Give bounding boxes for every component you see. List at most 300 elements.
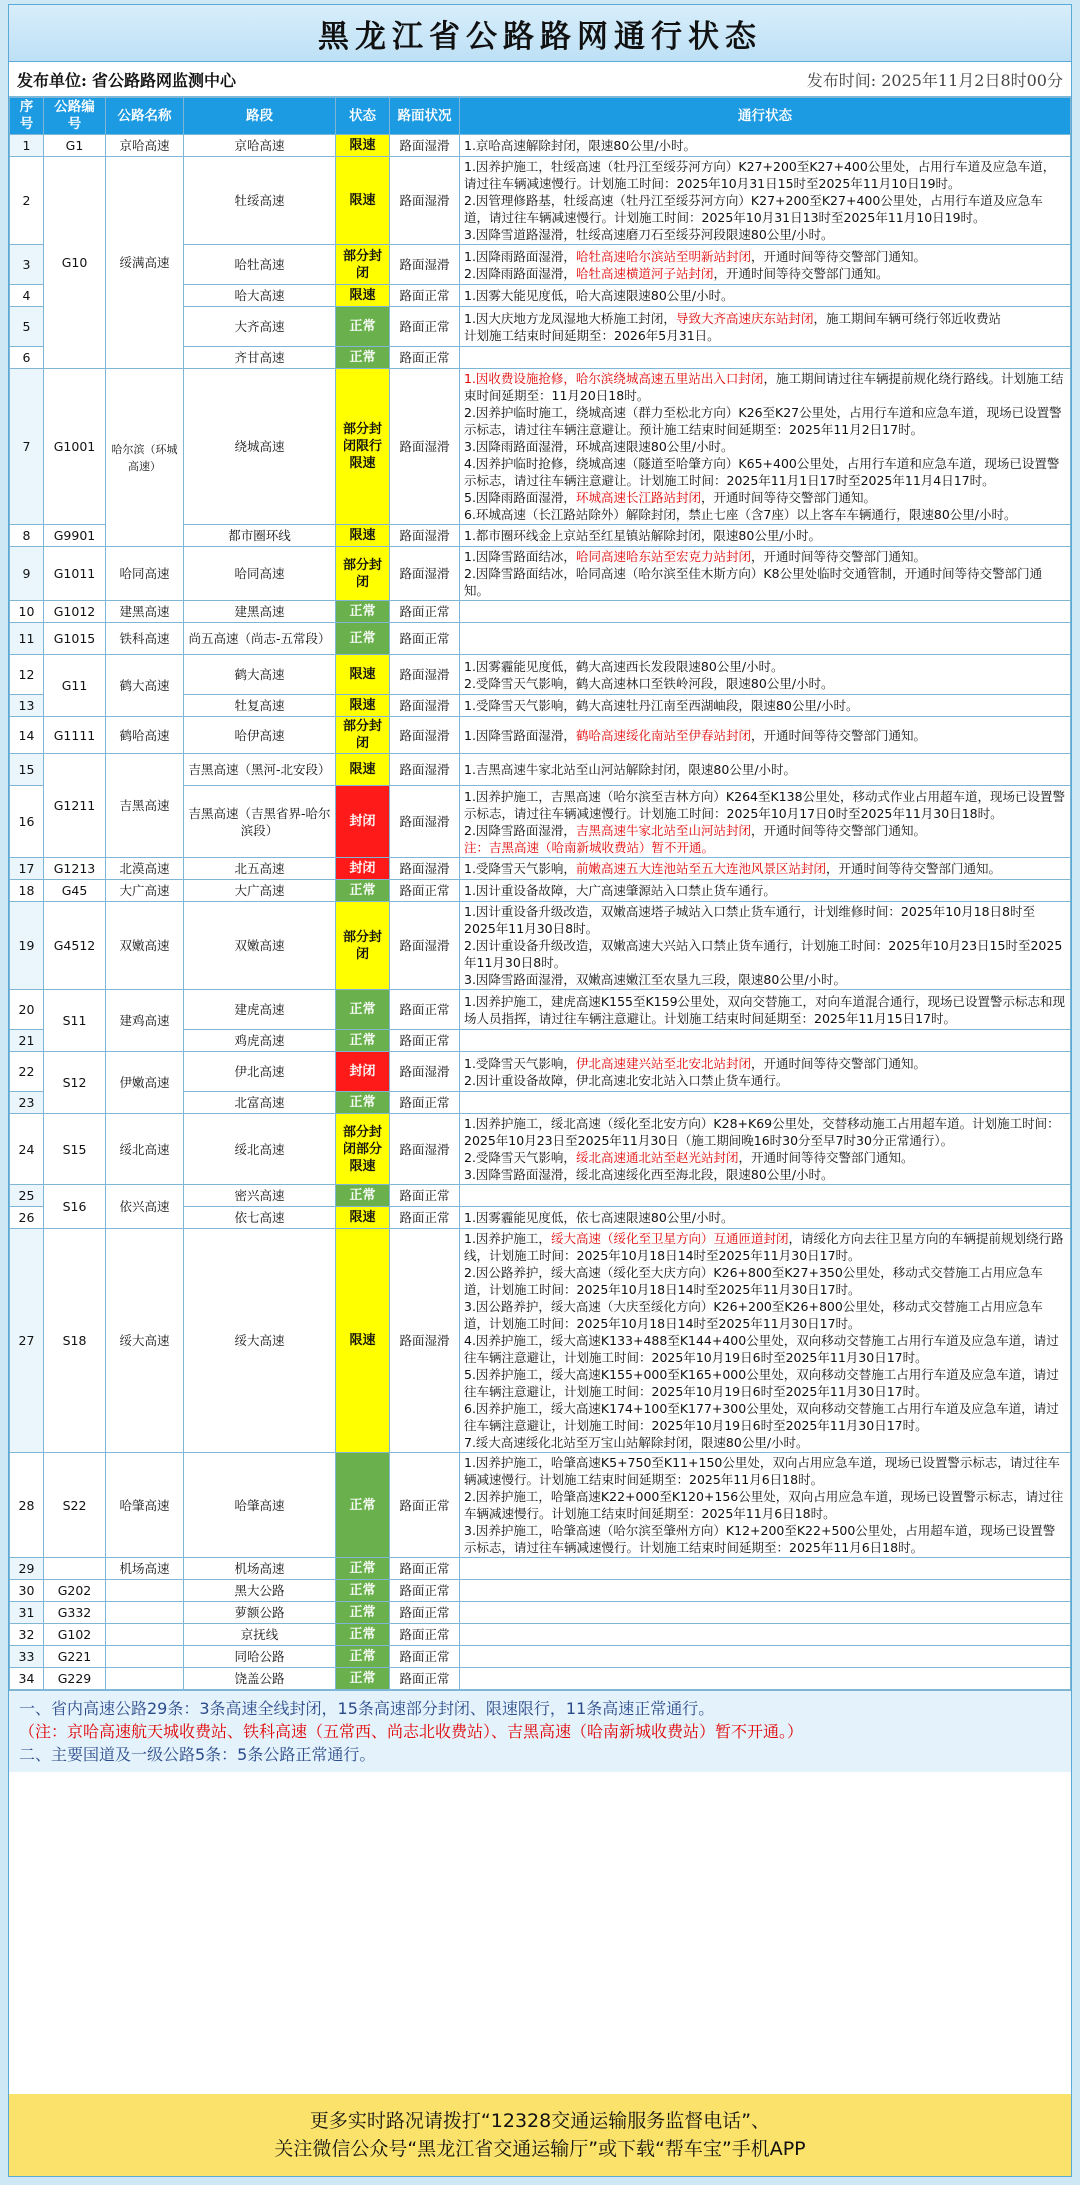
road-segment: 伊北高速 — [184, 1052, 336, 1092]
road-condition: 路面正常 — [390, 307, 460, 347]
row-number: 27 — [10, 1229, 44, 1453]
note-highlight: 绥北高速通北站至赵光站封闭 — [575, 1150, 739, 1165]
note-line — [464, 404, 1066, 438]
note-highlight: 1.因收费设施抢修，哈尔滨绕城高速五里站出入口封闭 — [464, 371, 764, 386]
status-badge: 封闭 — [336, 786, 390, 858]
road-condition: 路面正常 — [390, 285, 460, 307]
road-name: 建黑高速 — [106, 601, 184, 623]
summary-note: （注：京哈高速航天城收费站、铁科高速（五常西、尚志北收费站）、吉黑高速（哈南新城收费站）暂不开通。） — [19, 1722, 804, 1741]
note-line — [464, 993, 1066, 1027]
road-condition: 路面正常 — [390, 1558, 460, 1580]
note-line — [464, 839, 1066, 856]
note-text: 2.因降雪路面湿滑， — [464, 822, 576, 838]
note-highlight: 伊北高速建兴站至北安北站封闭 — [575, 1055, 751, 1071]
road-segment: 吉黑高速（吉黑省界-哈尔滨段） — [184, 786, 336, 858]
road-condition: 路面正常 — [390, 1624, 460, 1646]
note-line — [464, 788, 1066, 822]
road-condition: 路面湿滑 — [390, 547, 460, 601]
note-text: 1.受降雪天气影响，鹤大高速牡丹江南至西湖岫段，限速80公里/小时。 — [464, 698, 859, 713]
road-segment: 哈牡高速 — [184, 245, 336, 285]
table-row — [10, 1624, 1071, 1646]
table-row — [10, 754, 1071, 786]
note-highlight: 前嫩高速五大连池站至五大连池风景区站封闭 — [575, 861, 826, 876]
row-number: 6 — [10, 347, 44, 369]
road-condition: 路面湿滑 — [390, 245, 460, 285]
table-row — [10, 1602, 1071, 1624]
publish-bar — [9, 62, 1071, 97]
status-badge: 部分封闭部分限速 — [336, 1114, 390, 1185]
traffic-notes — [460, 717, 1071, 754]
status-badge: 部分封闭 — [336, 245, 390, 285]
note-line — [464, 1230, 1066, 1264]
road-segment: 建虎高速 — [184, 990, 336, 1030]
note-text-end: ，开通时间等待交警部门通知。 — [750, 549, 926, 564]
status-sheet — [8, 4, 1072, 2177]
note-text-end: ，开通时间等待交警部门通知。 — [713, 265, 889, 281]
road-segment: 绕城高速 — [184, 369, 336, 525]
traffic-notes — [460, 990, 1071, 1030]
road-name: 京哈高速 — [106, 135, 184, 157]
note-text: 1.都市圈环线金上京站至红星镇站解除封闭，限速80公里/小时。 — [464, 528, 822, 543]
status-badge: 限速 — [336, 655, 390, 695]
note-line — [464, 565, 1066, 599]
publisher-name: 省公路路网监测中心 — [92, 70, 237, 90]
note-line — [464, 1488, 1066, 1522]
road-segment: 大齐高速 — [184, 307, 336, 347]
road-name: 双嫩高速 — [106, 902, 184, 990]
note-text: 1.因计重设备升级改造，双嫩高速塔子城站入口禁止货车通行，计划维修时间：2025年10月18日8时至2025年11月30日8时。 — [464, 904, 1036, 936]
note-text: 3.因降雪道路湿滑，牡绥高速磨刀石至绥芬河段限速80公里/小时。 — [464, 227, 834, 242]
road-condition: 路面正常 — [390, 1207, 460, 1229]
row-number: 20 — [10, 990, 44, 1030]
note-text: 7.绥大高速绥化北站至万宝山站解除封闭，限速80公里/小时。 — [464, 1435, 809, 1450]
status-table — [9, 97, 1071, 1690]
col-notes: 通行状态 — [460, 98, 1071, 135]
row-number: 12 — [10, 655, 44, 695]
road-segment: 密兴高速 — [184, 1185, 336, 1207]
note-text-end: ，开通时间等待交警部门通知。 — [750, 727, 926, 743]
road-segment: 齐甘高速 — [184, 347, 336, 369]
note-text: 2.受降雪天气影响，鹤大高速林口至铁岭河段，限速80公里/小时。 — [464, 675, 834, 691]
note-line — [464, 727, 1066, 744]
status-badge: 正常 — [336, 1453, 390, 1558]
row-number: 30 — [10, 1580, 44, 1602]
road-segment: 绥大高速 — [184, 1229, 336, 1453]
note-text-end: ，请绥化方向去往卫星方向的车辆提前规划绕行路线，计划施工时间：2025年10月18日14时至2025年11月30日17时。 — [464, 1231, 1064, 1263]
note-text: 1.因养护施工，吉黑高速（哈尔滨至吉林方向）K264至K138公里处，移动式作业占用超车道，现场已设置警示标志，请过往车辆减速慢行。计划施工时间：2025年10月17日0时至2025年11月30日18时。 — [464, 788, 1066, 821]
row-number: 10 — [10, 601, 44, 623]
road-code: G221 — [44, 1646, 106, 1668]
note-line — [464, 310, 1066, 327]
road-code: G4512 — [44, 902, 106, 990]
road-code: S16 — [44, 1185, 106, 1229]
road-code: G332 — [44, 1602, 106, 1624]
status-badge: 正常 — [336, 1668, 390, 1690]
note-line — [464, 438, 1066, 455]
note-line — [464, 1522, 1066, 1556]
status-badge: 正常 — [336, 880, 390, 902]
table-row — [10, 547, 1071, 601]
status-badge: 限速 — [336, 135, 390, 157]
status-badge: 封闭 — [336, 1052, 390, 1092]
page-title: 黑龙江省公路路网通行状态 — [9, 5, 1071, 62]
road-condition: 路面湿滑 — [390, 1229, 460, 1453]
note-text: 计划施工结束时间延期至：2026年5月31日。 — [464, 327, 720, 343]
road-condition: 路面正常 — [390, 1092, 460, 1114]
row-number: 21 — [10, 1030, 44, 1052]
road-condition: 路面正常 — [390, 1602, 460, 1624]
note-text: 1.受降雪天气影响， — [464, 1055, 576, 1071]
road-condition: 路面湿滑 — [390, 695, 460, 717]
note-text: 1.因计重设备故障，大广高速肇源站入口禁止货车通行。 — [464, 883, 776, 898]
note-text: 1.因养护施工，建虎高速K155至K159公里处，双向交替施工，对向车道混合通行，现场已设置警示标志和现场人员指挥，请过往车辆注意避让。计划施工结束时间延期至：2025年11月15日17时。 — [464, 993, 1066, 1026]
row-number: 34 — [10, 1668, 44, 1690]
traffic-notes — [460, 1558, 1071, 1580]
road-name — [106, 1624, 184, 1646]
note-line — [464, 903, 1066, 937]
traffic-notes — [460, 347, 1071, 369]
row-number: 5 — [10, 307, 44, 347]
road-segment: 双嫩高速 — [184, 902, 336, 990]
status-badge: 限速 — [336, 285, 390, 307]
summary-line-1: 一、省内高速公路29条：3条高速全线封闭，15条高速部分封闭、限速限行，11条高速正常通行。 — [19, 1699, 715, 1718]
road-condition: 路面正常 — [390, 1030, 460, 1052]
traffic-notes — [460, 245, 1071, 285]
road-condition: 路面湿滑 — [390, 655, 460, 695]
traffic-notes — [460, 623, 1071, 655]
road-segment: 鸡虎高速 — [184, 1030, 336, 1052]
note-highlight: 吉黑高速牛家北站至山河站封闭 — [575, 822, 751, 838]
col-status: 状态 — [336, 98, 390, 135]
note-text: 2.受降雪天气影响， — [464, 1150, 576, 1165]
note-line — [464, 1366, 1066, 1400]
note-text: 1.因雾霾能见度低，鹤大高速西长发段限速80公里/小时。 — [464, 658, 784, 674]
note-text-end: ，开通时间等待交警部门通知。 — [700, 490, 876, 505]
note-line — [464, 1115, 1066, 1149]
note-text: 3.因降雪路面湿滑，双嫩高速嫩江至农垦九三段，限速80公里/小时。 — [464, 972, 847, 987]
status-badge: 正常 — [336, 1030, 390, 1052]
publish-time — [807, 68, 1063, 91]
note-line — [464, 192, 1066, 226]
road-condition: 路面湿滑 — [390, 1052, 460, 1092]
note-text: 2.因计重设备故障，伊北高速北安北站入口禁止货车通行。 — [464, 1072, 789, 1088]
road-segment: 建黑高速 — [184, 601, 336, 623]
note-line — [464, 1434, 1066, 1451]
road-condition: 路面湿滑 — [390, 135, 460, 157]
note-text-end: ，施工期间请过往车辆提前规化绕行路线。计划施工结束时间延期至：11月20日18时。 — [464, 371, 1064, 403]
road-segment: 京哈高速 — [184, 135, 336, 157]
road-code: G1111 — [44, 717, 106, 754]
row-number: 16 — [10, 786, 44, 858]
road-name — [106, 1602, 184, 1624]
row-number: 9 — [10, 547, 44, 601]
note-text-end: ，开通时间等待交警部门通知。 — [750, 822, 926, 838]
road-name: 吉黑高速 — [106, 754, 184, 858]
road-code: S18 — [44, 1229, 106, 1453]
status-badge: 正常 — [336, 990, 390, 1030]
road-code: G202 — [44, 1580, 106, 1602]
note-text: 5.因养护施工，绥大高速K155+000至K165+000公里处，双向移动交替施工占用行车道及应急车道，请过往车辆注意避让，计划施工时间：2025年10月19日6时至2025年11月30日17时。 — [464, 1367, 1059, 1399]
row-number: 8 — [10, 525, 44, 547]
note-line — [464, 455, 1066, 489]
row-number: 4 — [10, 285, 44, 307]
note-line — [464, 1055, 1066, 1072]
status-badge: 限速 — [336, 157, 390, 245]
status-badge: 部分封闭 — [336, 547, 390, 601]
note-line — [464, 882, 1066, 899]
note-line — [464, 158, 1066, 192]
note-text: 1.因养护施工，绥北高速（绥化至北安方向）K28+K69公里处，交替移动施工占用超车道。计划施工时间：2025年10月23日至2025年11月30日（施工期间晚16时30分至早7时30分正常通行）。 — [464, 1116, 1060, 1148]
traffic-notes — [460, 1602, 1071, 1624]
status-badge: 正常 — [336, 1558, 390, 1580]
road-name: 鹤哈高速 — [106, 717, 184, 754]
road-condition: 路面正常 — [390, 1453, 460, 1558]
row-number: 29 — [10, 1558, 44, 1580]
table-row — [10, 1185, 1071, 1207]
status-badge: 正常 — [336, 601, 390, 623]
road-condition: 路面正常 — [390, 990, 460, 1030]
table-row — [10, 902, 1071, 990]
road-code: S15 — [44, 1114, 106, 1185]
note-text: 1.因降雪路面结冰， — [464, 549, 576, 564]
traffic-notes — [460, 655, 1071, 695]
publish-time-value: 2025年11月2日8时00分 — [881, 70, 1063, 90]
road-condition: 路面湿滑 — [390, 525, 460, 547]
traffic-notes — [460, 307, 1071, 347]
note-highlight: 哈同高速哈东站至宏克力站封闭 — [575, 549, 751, 564]
note-highlight: 哈牡高速横道河子站封闭 — [575, 265, 714, 281]
note-text: 3.因养护施工，哈肇高速（哈尔滨至肇州方向）K12+200至K22+500公里处，占用超车道，现场已设置警示标志，请过往车辆减速慢行。计划施工结束时间延期至：2025年11月6日18时。 — [464, 1523, 1056, 1555]
note-text-end: ，开通时间等待交警部门通知。 — [750, 248, 926, 264]
note-line — [464, 761, 1066, 778]
row-number: 33 — [10, 1646, 44, 1668]
road-segment: 哈大高速 — [184, 285, 336, 307]
note-highlight: 注：吉黑高速（哈南新城收费站）暂不开通。 — [464, 839, 715, 855]
status-badge: 部分封闭 — [336, 902, 390, 990]
table-row — [10, 1229, 1071, 1453]
road-name: 绥北高速 — [106, 1114, 184, 1185]
row-number: 1 — [10, 135, 44, 157]
note-text-end: ，开通时间等待交警部门通知。 — [825, 861, 1001, 876]
traffic-notes — [460, 1114, 1071, 1185]
road-segment: 饶盖公路 — [184, 1668, 336, 1690]
note-text: 1.京哈高速解除封闭，限速80公里/小时。 — [464, 138, 697, 153]
note-line — [464, 370, 1066, 404]
road-segment: 北五高速 — [184, 858, 336, 880]
traffic-notes — [460, 902, 1071, 990]
row-number: 28 — [10, 1453, 44, 1558]
table-row — [10, 717, 1071, 754]
note-line — [464, 971, 1066, 988]
row-number: 7 — [10, 369, 44, 525]
note-line — [464, 548, 1066, 565]
note-text: 1.吉黑高速牛家北站至山河站解除封闭，限速80公里/小时。 — [464, 762, 797, 777]
note-line — [464, 1166, 1066, 1183]
note-line — [464, 1400, 1066, 1434]
traffic-notes — [460, 1668, 1071, 1690]
road-segment: 都市圈环线 — [184, 525, 336, 547]
status-badge: 正常 — [336, 307, 390, 347]
traffic-notes — [460, 858, 1071, 880]
road-condition: 路面正常 — [390, 880, 460, 902]
note-highlight: 哈牡高速哈尔滨站至明新站封闭 — [575, 248, 751, 264]
note-text: 1.因养护施工，牡绥高速（牡丹江至绥芬河方向）K27+200至K27+400公里处，占用行车道及应急车道，请过往车辆减速慢行。计划施工时间：2025年10月31日15时至2025年11月10日19时。 — [464, 159, 1056, 191]
status-badge: 限速 — [336, 1229, 390, 1453]
road-name — [106, 1668, 184, 1690]
footer-line-1: 更多实时路况请拨打“12328交通运输服务监督电话”、 — [309, 2110, 771, 2132]
road-name: 哈同高速 — [106, 547, 184, 601]
table-row — [10, 655, 1071, 695]
note-line — [464, 226, 1066, 243]
note-line — [464, 506, 1066, 523]
status-badge: 封闭 — [336, 858, 390, 880]
road-code: G1011 — [44, 547, 106, 601]
road-code: S12 — [44, 1052, 106, 1114]
road-segment: 哈同高速 — [184, 547, 336, 601]
status-badge: 部分封闭 — [336, 717, 390, 754]
road-name — [106, 1580, 184, 1602]
road-condition: 路面湿滑 — [390, 786, 460, 858]
road-segment: 牡复高速 — [184, 695, 336, 717]
note-line — [464, 675, 1066, 692]
road-code: G1012 — [44, 601, 106, 623]
status-badge: 限速 — [336, 1207, 390, 1229]
row-number: 32 — [10, 1624, 44, 1646]
traffic-notes — [460, 285, 1071, 307]
row-number: 13 — [10, 695, 44, 717]
table-row — [10, 880, 1071, 902]
note-highlight: 环城高速长江路站封闭 — [575, 490, 701, 505]
note-text: 3.因降雨路面湿滑，环城高速限速80公里/小时。 — [464, 439, 734, 454]
note-text: 1.因降雪路面湿滑， — [464, 727, 576, 743]
note-text: 2.因降雨路面湿滑， — [464, 265, 576, 281]
table-row — [10, 369, 1071, 525]
row-number: 11 — [10, 623, 44, 655]
note-text: 1.因养护施工， — [464, 1231, 551, 1246]
traffic-notes — [460, 1052, 1071, 1092]
traffic-notes — [460, 135, 1071, 157]
traffic-notes — [460, 1207, 1071, 1229]
note-line — [464, 248, 1066, 265]
road-code: G10 — [44, 157, 106, 369]
table-row — [10, 135, 1071, 157]
road-segment: 黑大公路 — [184, 1580, 336, 1602]
table-row — [10, 1114, 1071, 1185]
note-text: 2.因管理修路基，牡绥高速（牡丹江至绥芬河方向）K27+200至K27+400公里处，占用行车道及应急车道，请过往车辆减速慢行。计划施工时间：2025年10月31日13时至2025年11月10日19时。 — [464, 193, 1043, 225]
table-row — [10, 990, 1071, 1030]
road-name: 伊嫩高速 — [106, 1052, 184, 1114]
road-condition: 路面湿滑 — [390, 858, 460, 880]
note-text: 4.因养护临时抢修，绕城高速（隧道至哈肇方向）K65+400公里处，占用行车道和应急车道，现场已设置警示标志，请过往车辆注意避让。计划施工时间：2025年11月1日17时至2025年11月4日17时。 — [464, 456, 1060, 488]
road-condition: 路面湿滑 — [390, 369, 460, 525]
note-text: 2.因降雪路面结冰，哈同高速（哈尔滨至佳木斯方向）K8公里处临时交通管制，开通时间等待交警部门通知。 — [464, 566, 1043, 598]
traffic-notes — [460, 1624, 1071, 1646]
traffic-notes — [460, 369, 1071, 525]
row-number: 19 — [10, 902, 44, 990]
road-segment: 机场高速 — [184, 1558, 336, 1580]
road-name: 依兴高速 — [106, 1185, 184, 1229]
road-segment: 绥北高速 — [184, 1114, 336, 1185]
note-text-end: ，施工期间车辆可绕行邻近收费站 — [813, 310, 1001, 326]
road-condition: 路面湿滑 — [390, 157, 460, 245]
note-line — [464, 287, 1066, 304]
note-line — [464, 327, 1066, 344]
traffic-notes — [460, 1580, 1071, 1602]
status-badge: 限速 — [336, 754, 390, 786]
note-text: 1.受降雪天气影响， — [464, 861, 576, 876]
status-badge: 正常 — [336, 347, 390, 369]
road-name: 机场高速 — [106, 1558, 184, 1580]
road-code: G229 — [44, 1668, 106, 1690]
note-highlight: 导致大齐高速庆东站封闭 — [675, 310, 814, 326]
road-code: S22 — [44, 1453, 106, 1558]
road-condition: 路面正常 — [390, 623, 460, 655]
table-row — [10, 858, 1071, 880]
row-number: 22 — [10, 1052, 44, 1092]
table-row — [10, 1668, 1071, 1690]
summary — [9, 1690, 1071, 1772]
road-segment: 哈伊高速 — [184, 717, 336, 754]
table-row — [10, 1580, 1071, 1602]
status-badge: 正常 — [336, 1624, 390, 1646]
traffic-notes — [460, 601, 1071, 623]
traffic-notes — [460, 786, 1071, 858]
traffic-notes — [460, 547, 1071, 601]
road-code: G1213 — [44, 858, 106, 880]
note-text: 1.因降雨路面湿滑， — [464, 248, 576, 264]
publisher — [17, 68, 236, 91]
note-text: 1.因雾大能见度低，哈大高速限速80公里/小时。 — [464, 288, 734, 303]
road-segment: 北富高速 — [184, 1092, 336, 1114]
row-number: 3 — [10, 245, 44, 285]
col-segment: 路段 — [184, 98, 336, 135]
note-line — [464, 265, 1066, 282]
col-no: 序号 — [10, 98, 44, 135]
traffic-notes — [460, 1092, 1071, 1114]
note-line — [464, 1298, 1066, 1332]
table-row — [10, 157, 1071, 245]
row-number: 2 — [10, 157, 44, 245]
road-segment: 吉黑高速（黑河-北安段） — [184, 754, 336, 786]
table-body — [10, 135, 1071, 1690]
road-code: G1 — [44, 135, 106, 157]
status-badge: 正常 — [336, 1185, 390, 1207]
traffic-notes — [460, 754, 1071, 786]
row-number: 25 — [10, 1185, 44, 1207]
footer-banner — [9, 2094, 1071, 2176]
road-condition: 路面正常 — [390, 1646, 460, 1668]
road-segment: 京抚线 — [184, 1624, 336, 1646]
note-text: 3.因降雪路面湿滑，绥北高速绥化西至海北段，限速80公里/小时。 — [464, 1167, 834, 1182]
road-segment: 大广高速 — [184, 880, 336, 902]
traffic-notes — [460, 1185, 1071, 1207]
summary-line-2: 二、主要国道及一级公路5条：5条公路正常通行。 — [19, 1745, 376, 1764]
road-code: G45 — [44, 880, 106, 902]
note-text: 6.因养护施工，绥大高速K174+100至K177+300公里处，双向移动交替施工占用行车道及应急车道，请过往车辆注意避让，计划施工时间：2025年10月19日6时至2025年11月30日17时。 — [464, 1401, 1059, 1433]
note-text-end: ，开通时间等待交警部门通知。 — [738, 1150, 914, 1165]
row-number: 18 — [10, 880, 44, 902]
road-condition: 路面正常 — [390, 1580, 460, 1602]
table-row — [10, 1453, 1071, 1558]
road-code — [44, 1558, 106, 1580]
road-name: 哈肇高速 — [106, 1453, 184, 1558]
road-condition: 路面湿滑 — [390, 717, 460, 754]
road-segment: 哈肇高速 — [184, 1453, 336, 1558]
note-text: 1.因大庆地方龙凤湿地大桥施工封闭， — [464, 310, 676, 326]
traffic-notes — [460, 157, 1071, 245]
status-badge: 正常 — [336, 1602, 390, 1624]
note-text: 5.因降雨路面湿滑， — [464, 490, 576, 505]
